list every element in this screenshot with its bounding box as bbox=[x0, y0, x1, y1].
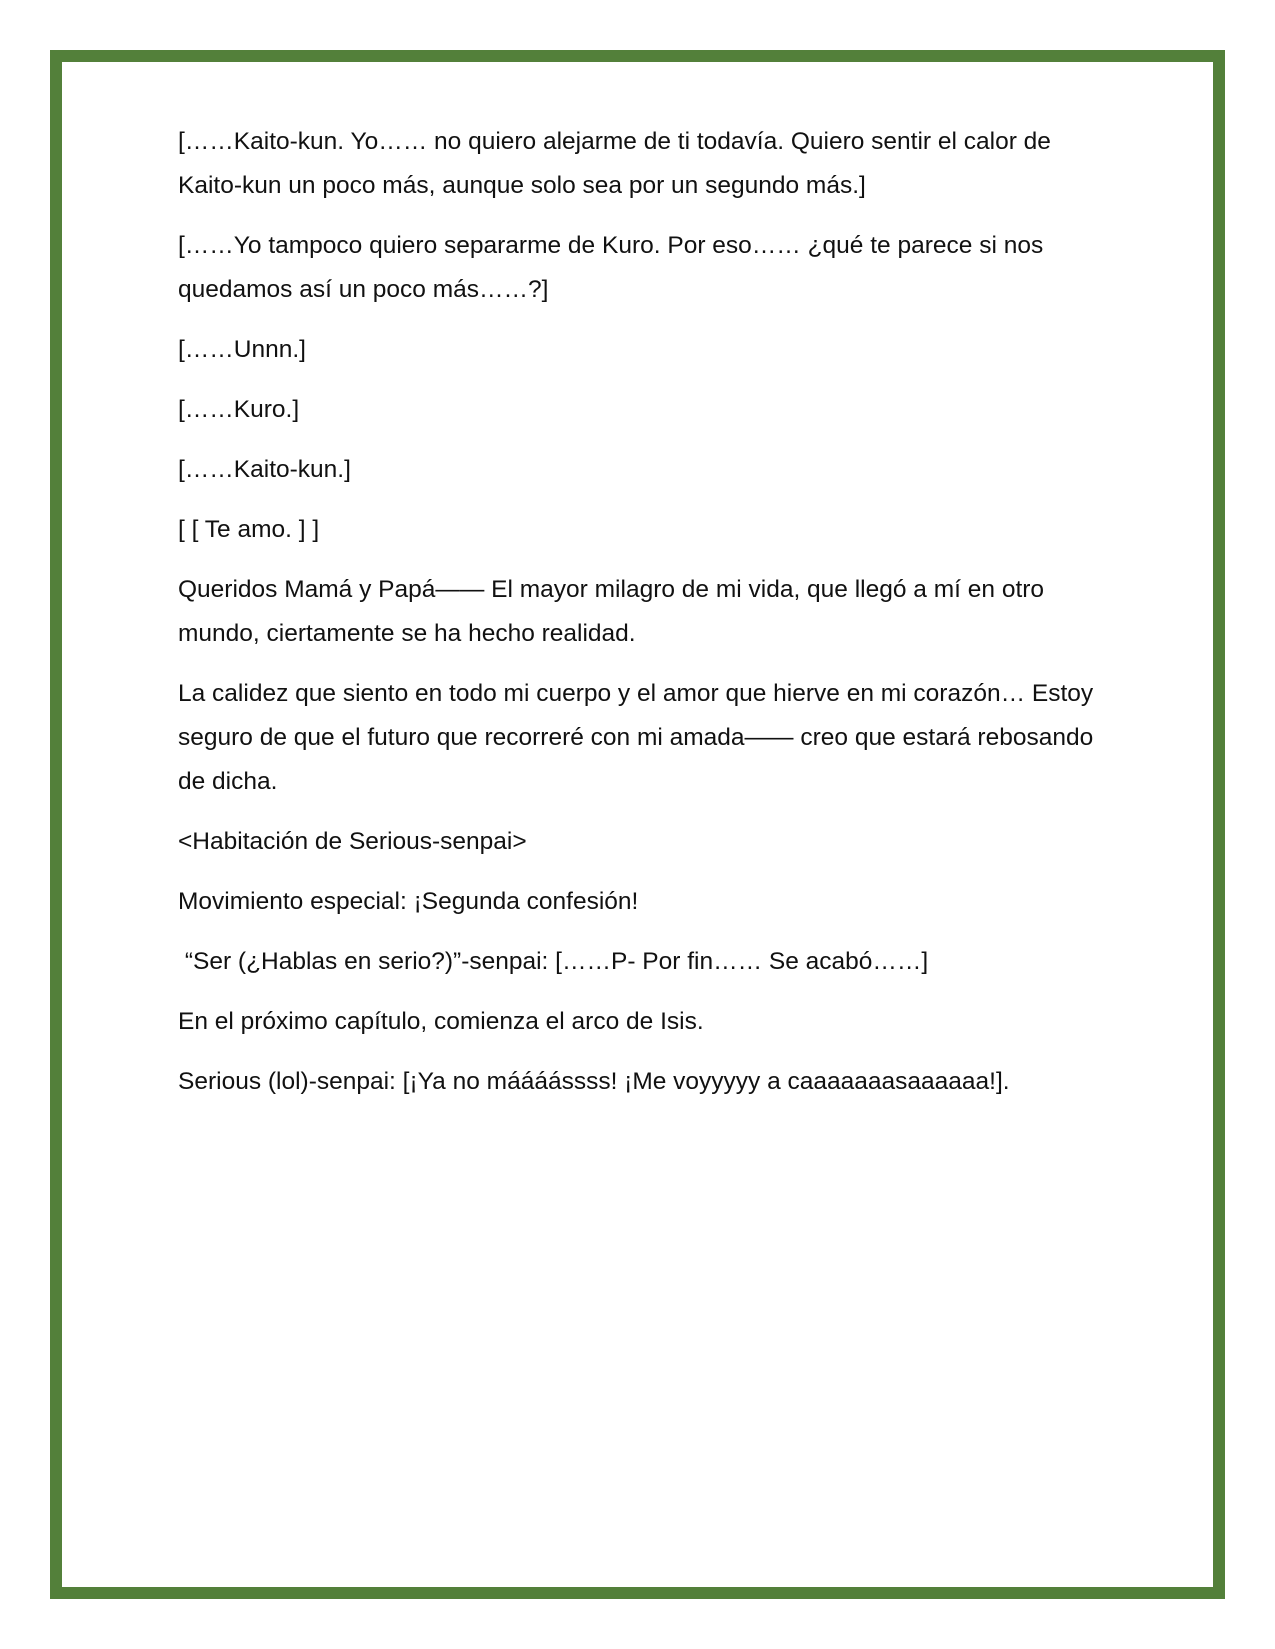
paragraph-senpai-wedding: Serious (lol)-senpai: [¡Ya no máááássss! ¡Me voyyyyy a caaaaaaasaaaaaa!]. bbox=[178, 1068, 1010, 1095]
paragraph-special-move: Movimiento especial: ¡Segunda confesión! bbox=[178, 888, 639, 915]
paragraph-kaito-kun: [……Kaito-kun.] bbox=[178, 456, 351, 483]
paragraph-parents-letter: Queridos Mamá y Papá—— El mayor milagro de mi vida, que llegó a mí en otro mundo, ciertamente se ha hecho realidad. bbox=[178, 576, 1045, 647]
document-body bbox=[178, 120, 1108, 1120]
paragraph-room-heading: <Habitación de Serious-senpai> bbox=[178, 828, 527, 855]
paragraph-kuro: [……Kuro.] bbox=[178, 396, 300, 423]
paragraph-next-chapter: En el próximo capítulo, comienza el arco de Isis. bbox=[178, 1008, 704, 1035]
paragraph-kuro-plea: [……Kaito-kun. Yo…… no quiero alejarme de ti todavía. Quiero sentir el calor de Kaito-kun un poco más, aunque solo sea por un segundo más.] bbox=[178, 128, 1051, 199]
paragraph-te-amo: [ [ Te amo. ] ] bbox=[178, 516, 320, 543]
paragraph-kaito-reply: [……Yo tampoco quiero separarme de Kuro. Por eso…… ¿qué te parece si nos quedamos así un poco más……?] bbox=[178, 232, 1044, 303]
paragraph-warmth: La calidez que siento en todo mi cuerpo y el amor que hierve en mi corazón… Estoy seguro de que el futuro que recorreré con mi amada—— creo que estará rebosando de dicha. bbox=[178, 680, 1094, 795]
paragraph-senpai-finally: “Ser (¿Hablas en serio?)”-senpai: [……P- Por fin…… Se acabó……] bbox=[178, 948, 929, 975]
paragraph-unnn: [……Unnn.] bbox=[178, 336, 306, 363]
